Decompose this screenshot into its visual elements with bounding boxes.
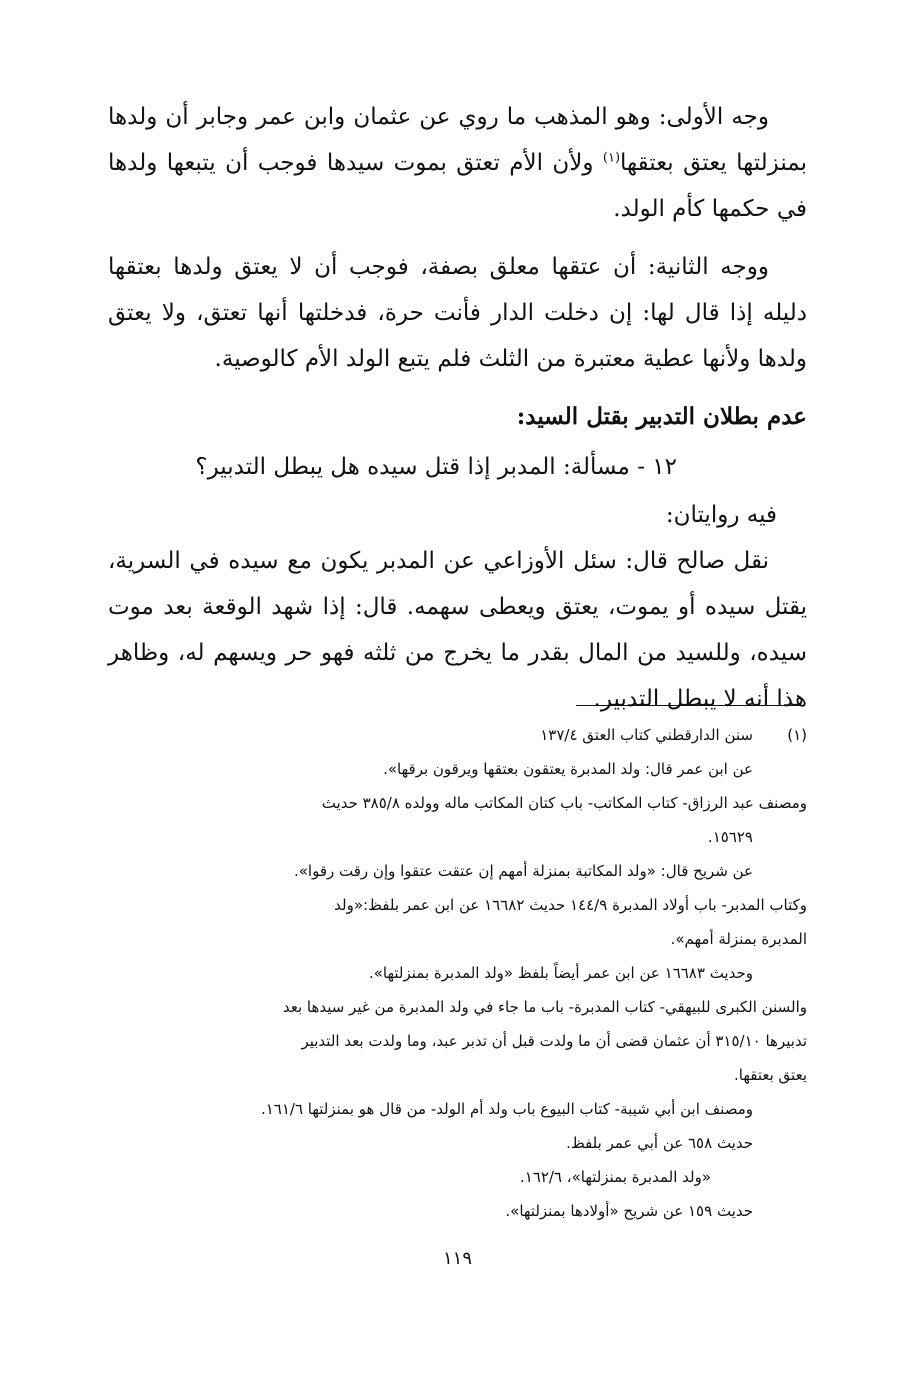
footnote-reference[interactable]: (١) [602,150,621,166]
footnote-line: يعتق بعتقها. [734,1066,807,1084]
footnote-separator [576,705,804,706]
footnotes [108,718,807,1228]
section-heading: عدم بطلان التدبير بقتل السيد: [516,403,807,430]
footnote-line: حديث ١٥٩ عن شريح «أولادها بمنزلتها». [505,1202,753,1220]
footnote-line: حديث ٦٥٨ عن أبي عمر بلفظ. [566,1134,753,1152]
paragraph-second-narration: ووجه الثانية: أن عتقها معلق بصفة، فوجب أن لا يعتق ولدها بعتقها دليله إذا قال لها: إن دخلت الدار فأنت حرة، فدخلتها أنها تعتق، ولا يعتق ولدها ولأنها عطية معتبرة من الثلث فلم يتبع الولد الأم كالوصية. [108,254,807,372]
footnote-line: وحديث ١٦٦٨٣ عن ابن عمر أيضاً بلفظ «ولد المدبرة بمنزلتها». [368,964,753,982]
footnote-line: «ولد المدبرة بمنزلتها»، ١٦٢/٦. [519,1168,711,1186]
paragraph-first-text: وجه الأولى: وهو المذهب ما روي عن عثمان وابن عمر وجابر أن ولدها بمنزلتها يعتق بعتقها [108,104,807,176]
footnote-line: ومصنف عبد الرزاق- كتاب المكاتب- باب كتان المكاتب ماله وولده ٣٨٥/٨ حديث [321,794,807,812]
issue-question: ١٢ - مسألة: المدبر إذا قتل سيده هل يبطل التدبير؟ [195,454,677,480]
footnote-line [108,718,807,752]
paragraph-salih-narration: نقل صالح قال: سئل الأوزاعي عن المدبر يكون مع سيده في السرية، يقتل سيده أو يموت، يعتق ويعطى سهمه. قال: إذا شهد الوقعة بعد موت سيده، وللسيد من المال بقدر ما يخرج من ثلثه فهو حر ويسهم له، وظاهر هذا أنه لا يبطل التدبير. [108,548,807,712]
footnote-line: والسنن الكبرى للبيهقي- كتاب المدبرة- باب ما جاء في ولد المدبرة من غير سيدها بعد [282,998,807,1016]
paragraph-first-continuation: ولأن الأم تعتق بموت سيدها فوجب أن يتبعها ولدها في حكمها كأم الولد. [108,150,807,222]
page-number: ١١٩ [442,1248,472,1269]
footnote-line-text: سنن الدارقطني كتاب العتق ١٣٧/٤ [540,726,753,744]
main-text [108,94,807,734]
footnote-line: ومصنف ابن أبي شيبة- كتاب البيوع باب ولد أم الولد- من قال هو بمنزلتها ١٦١/٦. [260,1100,753,1118]
footnote-line: ١٥٦٢٩. [707,828,753,846]
footnote-line: المدبرة بمنزلة أمهم». [670,930,807,948]
footnote-line: وكتاب المدبر- باب أولاد المدبرة ١٤٤/٩ حديث ١٦٦٨٢ عن ابن عمر بلفظ:«ولد [334,896,807,914]
paragraph-first-narration [108,94,807,232]
footnote-line: عن شريح قال: «ولد المكاتبة بمنزلة أمهم إن عتقت عتقوا وإن رقت رقوا». [293,862,753,880]
footnote-line: عن ابن عمر قال: ولد المدبرة يعتقون بعتقها ويرقون برقها». [383,760,753,778]
two-narrations-label: فيه روايتان: [665,502,777,528]
footnote-line: تدبيرها ٣١٥/١٠ أن عثمان قضى أن ما ولدت قبل أن تدبر عبد، وما ولدت بعد التدبير [301,1032,807,1050]
footnote-number: (١) [787,726,807,744]
